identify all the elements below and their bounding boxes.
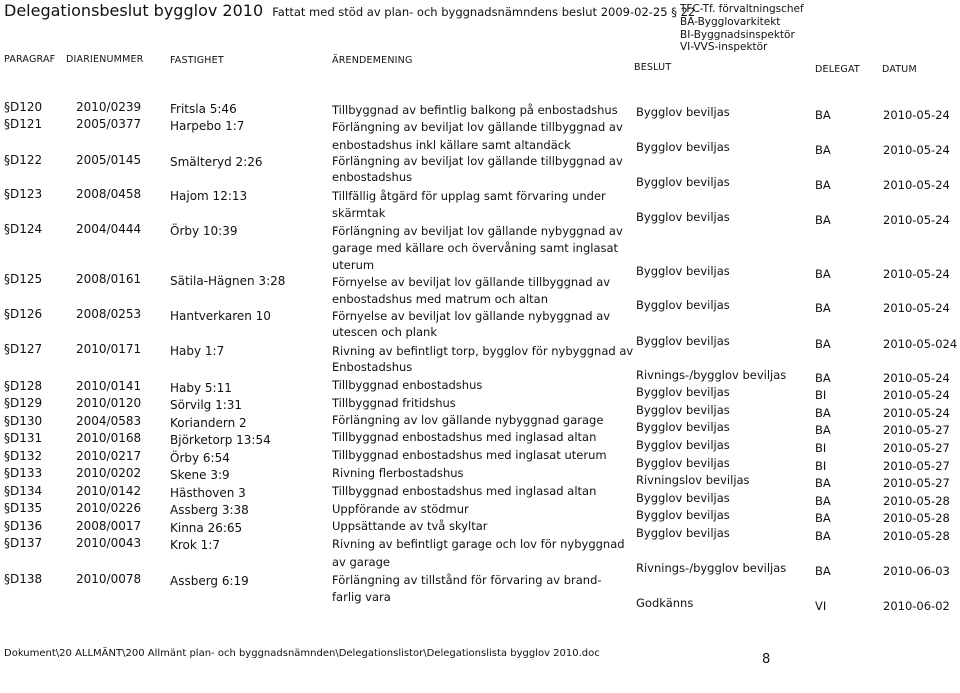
diarienummer-cell: 2008/0458 [76, 187, 142, 201]
paragraf-cell: §D132 [4, 449, 43, 463]
beslut-cell: Godkänns [636, 596, 694, 610]
fastighet-cell: Harpebo 1:7 [170, 119, 245, 133]
fastighet-cell: Sörvilg 1:31 [170, 398, 243, 412]
beslut-cell: Rivningslov beviljas [636, 473, 750, 487]
delegat-cell: BA [815, 301, 831, 315]
diarienummer-cell: 2005/0145 [76, 153, 142, 167]
diarienummer-cell: 2010/0217 [76, 449, 142, 463]
delegat-cell: BI [815, 459, 827, 473]
paragraf-cell: §D134 [4, 484, 43, 498]
beslut-cell: Bygglov beviljas [636, 526, 730, 540]
delegat-cell: BA [815, 476, 831, 490]
diarienummer-cell: 2010/0142 [76, 484, 142, 498]
beslut-cell: Bygglov beviljas [636, 298, 730, 312]
diarienummer-cell: 2010/0226 [76, 501, 142, 515]
arendemening-line: Förnyelse av beviljat lov gällande nybyggnad av [332, 309, 611, 323]
header-datum: DATUM [882, 64, 917, 75]
diarienummer-cell: 2004/0444 [76, 222, 142, 236]
delegat-cell: BA [815, 337, 831, 351]
beslut-cell: Bygglov beviljas [636, 210, 730, 224]
paragraf-cell: §D129 [4, 396, 43, 410]
datum-cell: 2010-05-24 [883, 143, 950, 157]
diarienummer-cell: 2008/0253 [76, 307, 142, 321]
datum-cell: 2010-06-03 [883, 564, 950, 578]
delegat-cell: BA [815, 423, 831, 437]
arendemening-line: uterum [332, 258, 375, 272]
arendemening-line: av garage [332, 555, 391, 569]
diarienummer-cell: 2010/0202 [76, 466, 142, 480]
diarienummer-cell: 2008/0161 [76, 272, 142, 286]
role-legend [680, 3, 804, 54]
beslut-cell: Bygglov beviljas [636, 385, 730, 399]
arendemening-line: garage med källare och övervåning samt inglasat [332, 241, 619, 255]
delegat-cell: BA [815, 143, 831, 157]
delegat-cell: BA [815, 529, 831, 543]
diarienummer-cell: 2008/0017 [76, 519, 142, 533]
fastighet-cell: Hantverkaren 10 [170, 309, 271, 323]
arendemening-line: Förlängning av beviljat lov gällande tillbyggnad av [332, 120, 623, 134]
arendemening-line: skärmtak [332, 206, 386, 220]
beslut-cell: Bygglov beviljas [636, 508, 730, 522]
paragraf-cell: §D120 [4, 100, 43, 114]
datum-cell: 2010-06-02 [883, 599, 950, 613]
beslut-cell: Bygglov beviljas [636, 334, 730, 348]
datum-cell: 2010-05-27 [883, 441, 950, 455]
diarienummer-cell: 2010/0171 [76, 342, 142, 356]
arendemening-line: Tillbyggnad enbostadshus med inglasat uterum [332, 448, 607, 462]
role-legend-item: BA-Bygglovarkitekt [680, 15, 781, 28]
arendemening-line: Tillbyggnad fritidshus [332, 396, 456, 410]
diarienummer-cell: 2010/0239 [76, 100, 142, 114]
paragraf-cell: §D122 [4, 153, 43, 167]
page-number: 8 [762, 652, 771, 667]
arendemening-line: Tillbyggnad av befintlig balkong på enbostadshus [332, 103, 618, 117]
document-title [4, 1, 695, 20]
fastighet-cell: Örby 10:39 [170, 224, 238, 238]
arendemening-line: Uppsättande av två skyltar [332, 519, 488, 533]
diarienummer-cell: 2010/0168 [76, 431, 142, 445]
delegat-cell: BA [815, 511, 831, 525]
paragraf-cell: §D130 [4, 414, 43, 428]
paragraf-cell: §D128 [4, 379, 43, 393]
paragraf-cell: §D138 [4, 572, 43, 586]
fastighet-cell: Krok 1:7 [170, 538, 220, 552]
beslut-cell: Bygglov beviljas [636, 456, 730, 470]
diarienummer-cell: 2005/0377 [76, 117, 142, 131]
datum-cell: 2010-05-24 [883, 108, 950, 122]
paragraf-cell: §D127 [4, 342, 43, 356]
paragraf-cell: §D131 [4, 431, 43, 445]
arendemening-line: enbostadshus [332, 170, 413, 184]
delegat-cell: BA [815, 406, 831, 420]
datum-cell: 2010-05-24 [883, 301, 950, 315]
fastighet-cell: Fritsla 5:46 [170, 102, 237, 116]
paragraf-cell: §D136 [4, 519, 43, 533]
beslut-cell: Rivnings-/bygglov beviljas [636, 561, 787, 575]
paragraf-cell: §D125 [4, 272, 43, 286]
fastighet-cell: Kinna 26:65 [170, 521, 243, 535]
delegat-cell: BA [815, 494, 831, 508]
arendemening-line: Tillbyggnad enbostadshus [332, 378, 483, 392]
delegat-cell: BI [815, 441, 827, 455]
fastighet-cell: Koriandern 2 [170, 416, 247, 430]
footer-path: Dokument\20 ALLMÄNT\200 Allmänt plan- och byggnadsnämnden\Delegationslistor\Delegationslista bygglov 2010.doc [4, 648, 600, 659]
beslut-cell: Bygglov beviljas [636, 175, 730, 189]
header-beslut: BESLUT [634, 62, 672, 73]
fastighet-cell: Smälteryd 2:26 [170, 155, 263, 169]
delegat-cell: BI [815, 388, 827, 402]
delegat-cell: VI [815, 599, 827, 613]
datum-cell: 2010-05-27 [883, 423, 950, 437]
datum-cell: 2010-05-28 [883, 529, 950, 543]
arendemening-line: farlig vara [332, 590, 391, 604]
fastighet-cell: Sätila-Hägnen 3:28 [170, 274, 286, 288]
datum-cell: 2010-05-24 [883, 371, 950, 385]
diarienummer-cell: 2004/0583 [76, 414, 142, 428]
header-arendemening: ÄRENDEMENING [332, 55, 413, 66]
delegat-cell: BA [815, 178, 831, 192]
diarienummer-cell: 2010/0078 [76, 572, 142, 586]
arendemening-line: Förlängning av tillstånd för förvaring av brand- [332, 573, 602, 587]
role-legend-item: VI-VVS-inspektör [680, 41, 768, 54]
fastighet-cell: Hästhoven 3 [170, 486, 246, 500]
subtitle-text: Fattat med stöd av plan- och byggnadsnämndens beslut 2009-02-25 § 22 [272, 5, 696, 19]
datum-cell: 2010-05-024 [883, 337, 958, 351]
arendemening-line: utescen och plank [332, 325, 437, 339]
role-legend-item: BI-Byggnadsinspektör [680, 28, 795, 41]
arendemening-line: Rivning flerbostadshus [332, 466, 464, 480]
arendemening-line: enbostadshus inkl källare samt altandäck [332, 138, 571, 152]
datum-cell: 2010-05-28 [883, 511, 950, 525]
delegat-cell: BA [815, 267, 831, 281]
arendemening-line: Förlängning av beviljat lov gällande nybyggnad av [332, 224, 623, 238]
delegat-cell: BA [815, 371, 831, 385]
diarienummer-cell: 2010/0141 [76, 379, 142, 393]
arendemening-line: Uppförande av stödmur [332, 502, 469, 516]
fastighet-cell: Örby 6:54 [170, 451, 230, 465]
beslut-cell: Bygglov beviljas [636, 140, 730, 154]
arendemening-line: Enbostadshus [332, 360, 413, 374]
arendemening-line: Rivning av befintligt torp, bygglov för nybyggnad av [332, 344, 634, 358]
arendemening-line: Tillbyggnad enbostadshus med inglasad altan [332, 430, 597, 444]
fastighet-cell: Skene 3:9 [170, 468, 230, 482]
beslut-cell: Bygglov beviljas [636, 264, 730, 278]
paragraf-cell: §D124 [4, 222, 43, 236]
datum-cell: 2010-05-27 [883, 459, 950, 473]
arendemening-line: enbostadshus med matrum och altan [332, 292, 549, 306]
diarienummer-cell: 2010/0120 [76, 396, 142, 410]
beslut-cell: Rivnings-/bygglov beviljas [636, 368, 787, 382]
header-diarienummer: DIARIENUMMER [66, 54, 144, 65]
arendemening-line: Tillbyggnad enbostadshus med inglasad altan [332, 484, 597, 498]
arendemening-line: Förlängning av lov gällande nybyggnad garage [332, 413, 604, 427]
datum-cell: 2010-05-24 [883, 178, 950, 192]
paragraf-cell: §D126 [4, 307, 43, 321]
datum-cell: 2010-05-24 [883, 267, 950, 281]
arendemening-line: Förlängning av beviljat lov gällande tillbyggnad av [332, 154, 623, 168]
header-delegat: DELEGAT [815, 64, 860, 75]
beslut-cell: Bygglov beviljas [636, 420, 730, 434]
fastighet-cell: Haby 5:11 [170, 381, 232, 395]
title-text: Delegationsbeslut bygglov 2010 [4, 1, 264, 20]
fastighet-cell: Björketorp 13:54 [170, 433, 271, 447]
datum-cell: 2010-05-24 [883, 406, 950, 420]
paragraf-cell: §D135 [4, 501, 43, 515]
fastighet-cell: Assberg 6:19 [170, 574, 249, 588]
fastighet-cell: Hajom 12:13 [170, 189, 248, 203]
datum-cell: 2010-05-28 [883, 494, 950, 508]
beslut-cell: Bygglov beviljas [636, 105, 730, 119]
paragraf-cell: §D123 [4, 187, 43, 201]
datum-cell: 2010-05-27 [883, 476, 950, 490]
arendemening-line: Tillfällig åtgärd för upplag samt förvaring under [332, 189, 606, 203]
datum-cell: 2010-05-24 [883, 213, 950, 227]
header-fastighet: FASTIGHET [170, 55, 224, 66]
header-paragraf: PARAGRAF [4, 54, 56, 65]
role-legend-item: TFC-Tf. förvaltningschef [680, 3, 804, 15]
fastighet-cell: Haby 1:7 [170, 344, 225, 358]
datum-cell: 2010-05-24 [883, 388, 950, 402]
paragraf-cell: §D137 [4, 536, 43, 550]
arendemening-line: Förnyelse av beviljat lov gällande tillbyggnad av [332, 275, 611, 289]
beslut-cell: Bygglov beviljas [636, 403, 730, 417]
paragraf-cell: §D133 [4, 466, 43, 480]
beslut-cell: Bygglov beviljas [636, 438, 730, 452]
fastighet-cell: Assberg 3:38 [170, 503, 249, 517]
arendemening-line: Rivning av befintligt garage och lov för nybyggnad [332, 537, 625, 551]
beslut-cell: Bygglov beviljas [636, 491, 730, 505]
diarienummer-cell: 2010/0043 [76, 536, 142, 550]
delegat-cell: BA [815, 108, 831, 122]
delegat-cell: BA [815, 213, 831, 227]
delegat-cell: BA [815, 564, 831, 578]
paragraf-cell: §D121 [4, 117, 43, 131]
